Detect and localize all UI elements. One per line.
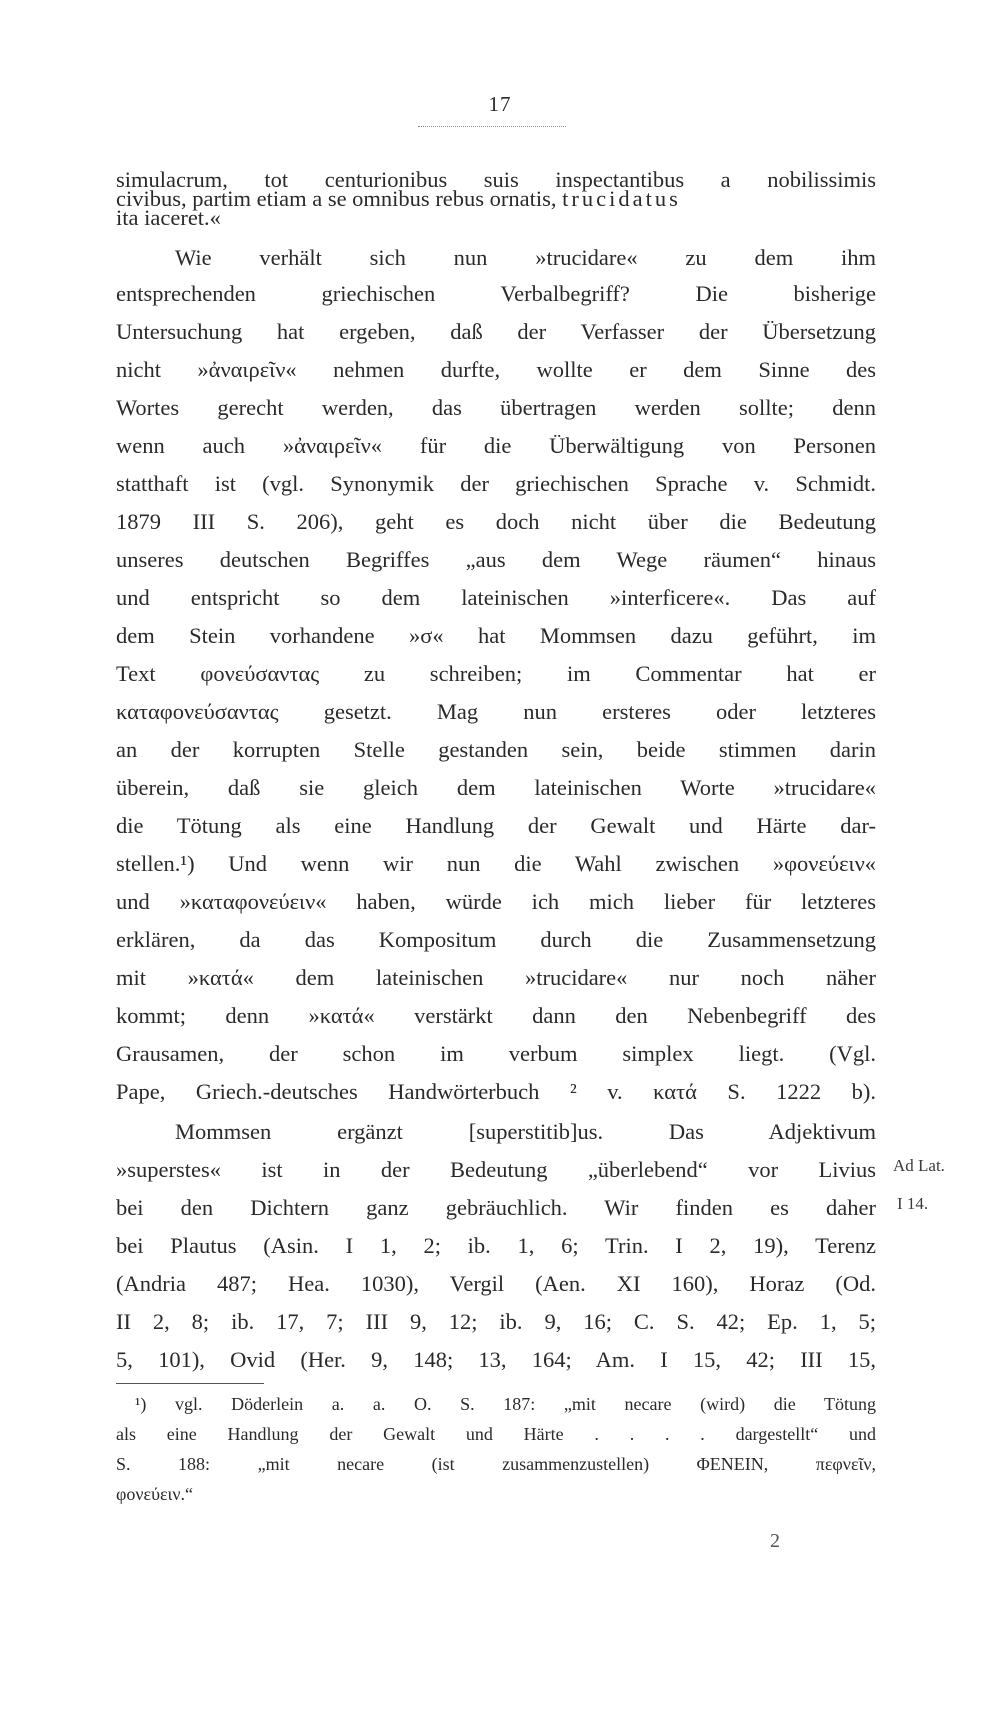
body-line: Text φονεύσαντας zu schreiben; im Commentar hat er [116,661,876,686]
body-line: stellen.¹) Und wenn wir nun die Wahl zwischen »φονεύειν« [116,851,876,876]
body-line: simulacrum, tot centurionibus suis inspectantibus a nobilissimis [116,167,876,192]
signature-mark: 2 [770,1530,780,1552]
body-line: die Tötung als eine Handlung der Gewalt und Härte dar- [116,813,876,838]
body-line: erklären, da das Kompositum durch die Zusammensetzung [116,927,876,952]
body-line: 5, 101), Ovid (Her. 9, 148; 13, 164; Am. I 15, 42; III 15, [116,1347,876,1372]
body-line: Wortes gerecht werden, das übertragen werden sollte; denn [116,395,876,420]
body-line: Grausamen, der schon im verbum simplex liegt. (Vgl. [116,1041,876,1066]
header-rule [418,126,566,127]
body-line: unseres deutschen Begriffes „aus dem Wege räumen“ hinaus [116,547,876,572]
body-line: mit »κατά« dem lateinischen »trucidare« nur noch näher [116,965,876,990]
margin-note-line: Ad Lat. [893,1156,945,1175]
body-line: an der korrupten Stelle gestanden sein, beide stimmen darin [116,737,876,762]
body-line: Mommsen ergänzt [superstitib]us. Das Adjektivum [175,1119,876,1144]
body-line: »superstes« ist in der Bedeutung „überlebend“ vor Livius [116,1157,876,1182]
body-line: (Andria 487; Hea. 1030), Vergil (Aen. XI 160), Horaz (Od. [116,1271,876,1296]
footnote-line: ¹) vgl. Döderlein a. a. O. S. 187: „mit necare (wird) die Tötung [135,1394,876,1414]
body-line: wenn auch »ἀναιρεῖν« für die Überwältigung von Personen [116,433,876,458]
body-line: entsprechenden griechischen Verbalbegriff? Die bisherige [116,281,876,306]
body-line-part: civibus, partim etiam a se omnibus rebus ornatis, [116,186,557,211]
body-line: Untersuchung hat ergeben, daß der Verfasser der Übersetzung [116,319,876,344]
body-line: statthaft ist (vgl. Synonymik der griechischen Sprache v. Schmidt. [116,471,876,496]
body-line: nicht »ἀναιρεῖν« nehmen durfte, wollte er dem Sinne des [116,357,876,382]
body-line: dem Stein vorhandene »σ« hat Mommsen dazu geführt, im [116,623,876,648]
footnote-line: als eine Handlung der Gewalt und Härte . . . . dargestellt“ und [116,1424,876,1444]
body-line: Pape, Griech.-deutsches Handwörterbuch ² v. κατά S. 1222 b). [116,1079,876,1104]
body-line: ita iaceret.« [116,205,221,230]
footnote-line: φονεύειν.“ [116,1484,194,1504]
body-line: kommt; denn »κατά« verstärkt dann den Nebenbegriff des [116,1003,876,1028]
body-line: 1879 III S. 206), geht es doch nicht über die Bedeutung [116,509,876,534]
spaced-word: trucidatus [562,186,681,211]
body-line: Wie verhält sich nun »trucidare« zu dem ihm [175,245,876,270]
footnote-line: S. 188: „mit necare (ist zusammenzustellen) ΦΕΝΕΙΝ, πεφνεῖν, [116,1454,876,1474]
body-line: bei Plautus (Asin. I 1, 2; ib. 1, 6; Trin. I 2, 19), Terenz [116,1233,876,1258]
body-line: καταφονεύσαντας gesetzt. Mag nun ersteres oder letzteres [116,699,876,724]
body-line: und entspricht so dem lateinischen »interficere«. Das auf [116,585,876,610]
footnote-rule [116,1383,264,1384]
body-line: II 2, 8; ib. 17, 7; III 9, 12; ib. 9, 16; C. S. 42; Ep. 1, 5; [116,1309,876,1334]
margin-note-line: I 14. [897,1194,929,1213]
body-line: und »καταφονεύειν« haben, würde ich mich lieber für letzteres [116,889,876,914]
page-number: 17 [488,92,512,116]
body-line: bei den Dichtern ganz gebräuchlich. Wir finden es daher [116,1195,876,1220]
body-line: überein, daß sie gleich dem lateinischen Worte »trucidare« [116,775,876,800]
